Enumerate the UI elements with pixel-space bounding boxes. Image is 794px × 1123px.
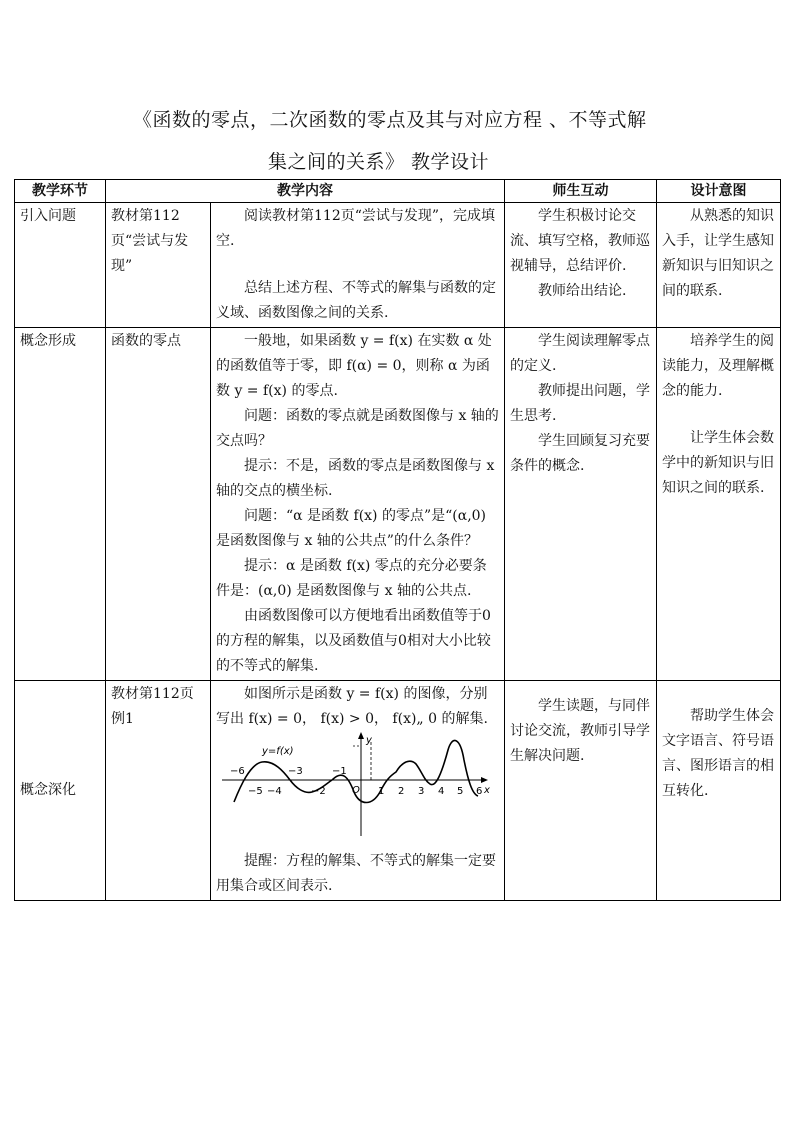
tick-label: −5 [248, 786, 263, 797]
curve-label: y=f(x) [262, 746, 294, 757]
intent-paragraph: 培养学生的阅读能力，及理解概念的能力. [662, 333, 774, 399]
document-title-line-1: 《函数的零点，二次函数的零点及其与对应方程 、不等式解 [133, 109, 647, 131]
origin-label: O [352, 785, 360, 796]
tick-label: −2 [311, 786, 326, 797]
interaction-paragraph: 学生阅读理解零点的定义. [510, 333, 650, 374]
header-content: 教学内容 [106, 180, 505, 203]
intent-cell [657, 681, 781, 901]
table-row [15, 681, 781, 901]
content-cell [211, 203, 505, 328]
interaction-paragraph: 学生回顾复习充要条件的概念. [510, 433, 650, 474]
content-paragraph: 如图所示是函数 y = f(x) 的图像，分别写出 f(x) = 0， f(x) > 0， f(x)„ 0 的解集. [216, 686, 488, 727]
content-paragraph: 阅读教材第112页“尝试与发现”，完成填空. [216, 208, 496, 249]
document-title-line-2: 集之间的关系》 教学设计 [268, 151, 490, 173]
tick-label: 1 [378, 786, 385, 797]
source-cell: 教材第112页例1 [106, 681, 211, 901]
intent-cell [657, 203, 781, 328]
content-paragraph: 一般地，如果函数 y = f(x) 在实数 α 处的函数值等于零，即 f(α) = 0，则称 α 为函数 y = f(x) 的零点. [216, 333, 492, 399]
tick-label: 5 [457, 786, 464, 797]
tick-label: −6 [230, 766, 245, 777]
header-intent: 设计意图 [657, 180, 781, 203]
tick-label: 6 [476, 786, 483, 797]
stage-cell: 引入问题 [15, 203, 106, 328]
interaction-paragraph: 学生读题，与同伴讨论交流，教师引导学生解决问题. [510, 698, 650, 764]
lesson-plan-table [14, 179, 781, 901]
tick-label: 4 [438, 786, 445, 797]
source-cell: 教材第112页“尝试与发现” [106, 203, 211, 328]
content-paragraph: 提示：不是，函数的零点是函数图像与 x 轴的交点的横坐标. [216, 458, 495, 499]
intent-paragraph: 帮助学生体会文字语言、符号语言、图形语言的相互转化. [662, 708, 774, 799]
interaction-cell [505, 328, 657, 681]
header-interaction: 师生互动 [505, 180, 657, 203]
table-row [15, 203, 781, 328]
table-header-row [15, 180, 781, 203]
header-stage: 教学环节 [15, 180, 106, 203]
tick-label: −3 [288, 766, 303, 777]
content-paragraph: 由函数图像可以方便地看出函数值等于0的方程的解集，以及函数值与0相对大小比较的不等式的解集. [216, 608, 491, 674]
interaction-cell [505, 203, 657, 328]
intent-paragraph: 让学生体会数学中的新知识与旧知识之间的联系. [662, 430, 774, 496]
tick-label: 2 [398, 786, 405, 797]
interaction-paragraph: 教师提出问题，学生思考. [510, 383, 650, 424]
y-axis-arrow-icon [358, 732, 364, 739]
tick-label: −1 [332, 766, 347, 777]
content-paragraph: 问题：“α 是函数 f(x) 的零点”是“(α,0) 是函数图像与 x 轴的公共点”的什么条件？ [216, 508, 487, 549]
function-graph [216, 732, 496, 840]
tick-label: −4 [267, 786, 282, 797]
stage-cell: 概念形成 [15, 328, 106, 681]
content-cell [211, 681, 505, 901]
interaction-cell [505, 681, 657, 901]
content-cell [211, 328, 505, 681]
interaction-paragraph: 教师给出结论. [538, 283, 627, 299]
intent-paragraph: 从熟悉的知识入手，让学生感知新知识与旧知识之间的联系. [662, 208, 774, 299]
stage-cell: 概念深化 [15, 681, 106, 901]
interaction-paragraph: 学生积极讨论交流、填写空格，教师巡视辅导，总结评价. [510, 208, 650, 274]
intent-cell [657, 328, 781, 681]
x-axis-arrow-icon [481, 777, 488, 783]
tick-label: 3 [418, 786, 425, 797]
content-paragraph: 总结上述方程、不等式的解集与函数的定义域、函数图像之间的关系. [216, 280, 496, 321]
content-paragraph: 问题：函数的零点就是函数图像与 x 轴的交点吗？ [216, 408, 499, 449]
content-paragraph: 提示：α 是函数 f(x) 零点的充分必要条件是：(α,0) 是函数图像与 x 轴的公共点. [216, 558, 487, 599]
y-axis-label: y [366, 735, 372, 746]
table-row [15, 328, 781, 681]
hint-paragraph: 提醒：方程的解集、不等式的解集一定要用集合或区间表示. [216, 853, 496, 894]
x-axis-label: x [484, 785, 490, 796]
source-cell: 函数的零点 [106, 328, 211, 681]
